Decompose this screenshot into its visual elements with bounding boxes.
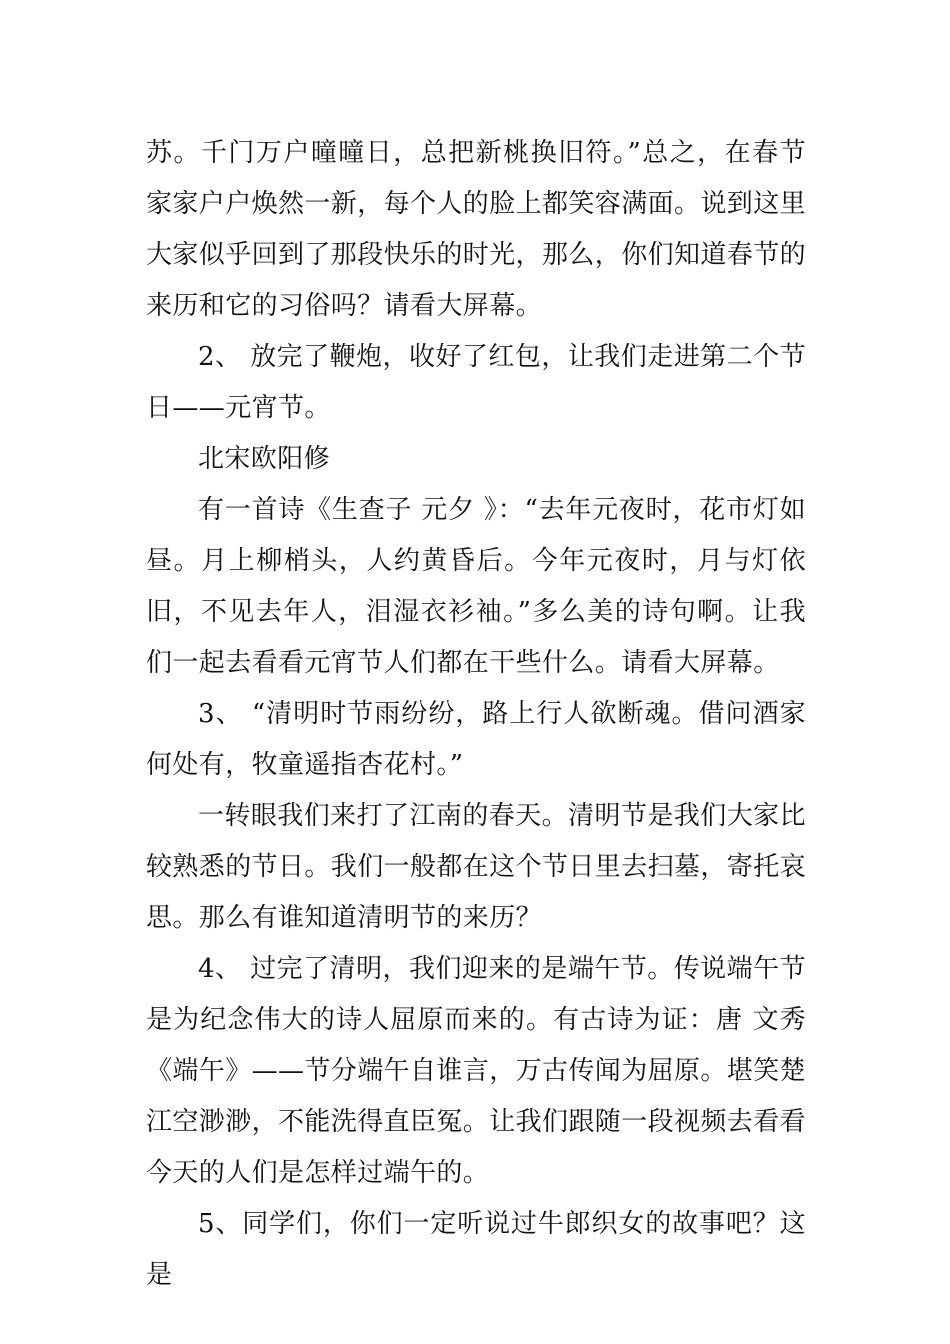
- paragraph-spring-festival: 苏。千门万户曈曈日，总把新桃换旧符。”总之，在春节家家户户焕然一新，每个人的脸上都笑容满面。说到这里大家似乎回到了那段快乐的时光，那么，你们知道春节的来历和它的习俗吗？请看大屏幕。: [146, 138, 807, 321]
- paragraph-lantern-festival-intro: 2、 放完了鞭炮，收好了红包，让我们走进第二个节日——元宵节。: [146, 342, 806, 423]
- paragraph-poet-attribution: 北宋欧阳修: [198, 444, 331, 474]
- body-text: [146, 128, 806, 1301]
- paragraph-qingming-poem: 3、 “清明时节雨纷纷，路上行人欲断魂。借问酒家何处有，牧童遥指杏花村。”: [146, 699, 806, 780]
- paragraph-dragon-boat-festival: 4、 过完了清明，我们迎来的是端午节。传说端午节是为纪念伟大的诗人屈原而来的。有古诗为证：唐 文秀《端午》——节分端午自谁言，万古传闻为屈原。堪笑楚江空渺渺，不能洗得直臣冤。让我们跟随一段视频去看看今天的人们是怎样过端午的。: [146, 954, 807, 1188]
- paragraph-qingming-festival: 一转眼我们来打了江南的春天。清明节是我们大家比较熟悉的节日。我们一般都在这个节日里去扫墓，寄托哀思。那么有谁知道清明节的来历？: [146, 801, 807, 933]
- paragraph-qixi-intro: 5、同学们，你们一定听说过牛郎织女的故事吧？这是: [146, 1209, 806, 1290]
- paragraph-yuanxi-poem: 有一首诗《生查子 元夕 》：“去年元夜时，花市灯如昼。月上柳梢头，人约黄昏后。今年元夜时，月与灯依旧，不见去年人，泪湿衣衫袖。”多么美的诗句啊。让我们一起去看看元宵节人们都在干些什么。请看大屏幕。: [146, 495, 806, 678]
